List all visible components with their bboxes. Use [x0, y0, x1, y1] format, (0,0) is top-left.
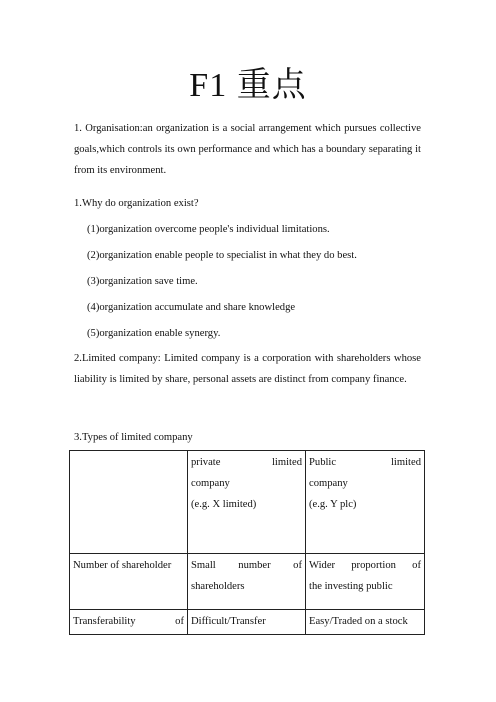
table-cell: Difficult/Transfer: [188, 610, 306, 635]
list-item: (5)organization enable synergy.: [87, 328, 221, 339]
limited-company-definition: 2.Limited company: Limited company is a corporation with shareholders whose liability is limited by share, personal assets are distinct from company finance.: [74, 353, 421, 385]
table-row: [70, 610, 425, 635]
cell-line: the investing public: [309, 581, 393, 592]
why-exist-heading: 1.Why do organization exist?: [74, 198, 199, 209]
private-header-line: company: [191, 478, 230, 489]
page-title: F1 重点: [189, 67, 307, 104]
private-header-line: (e.g. X limited): [191, 499, 257, 510]
public-header-line: Public limited: [309, 457, 421, 468]
table-row: [70, 554, 425, 610]
private-header-line: private limited: [191, 457, 302, 468]
public-header-line: (e.g. Y plc): [309, 499, 357, 510]
types-heading: 3.Types of limited company: [74, 432, 193, 443]
table-header-row: [70, 451, 425, 554]
table-cell: Transferability of: [70, 610, 188, 635]
list-item: (1)organization overcome people's individual limitations.: [87, 224, 330, 235]
table-cell: Easy/Traded on a stock: [306, 610, 425, 635]
table-cell: [306, 554, 425, 610]
organisation-definition: 1. Organisation:an organization is a social arrangement which pursues collective goals,which controls its own performance and which has a boundary separating it from its environment.: [74, 123, 421, 176]
cell-line: Wider proportion of: [309, 560, 421, 571]
table-header-cell: [188, 451, 306, 554]
cell-line: Small number of: [191, 560, 302, 571]
limited-company-types-table: [69, 450, 425, 635]
table-header-cell: [306, 451, 425, 554]
public-header-line: company: [309, 478, 348, 489]
list-item: (2)organization enable people to specialist in what they do best.: [87, 250, 357, 261]
why-exist-list: [74, 219, 434, 344]
list-item: (4)organization accumulate and share knowledge: [87, 302, 296, 313]
cell-line: shareholders: [191, 581, 245, 592]
list-item: (3)organization save time.: [87, 276, 198, 287]
table-cell: [188, 554, 306, 610]
table-cell: Number of shareholder: [70, 554, 188, 610]
table-header-cell: [70, 451, 188, 554]
